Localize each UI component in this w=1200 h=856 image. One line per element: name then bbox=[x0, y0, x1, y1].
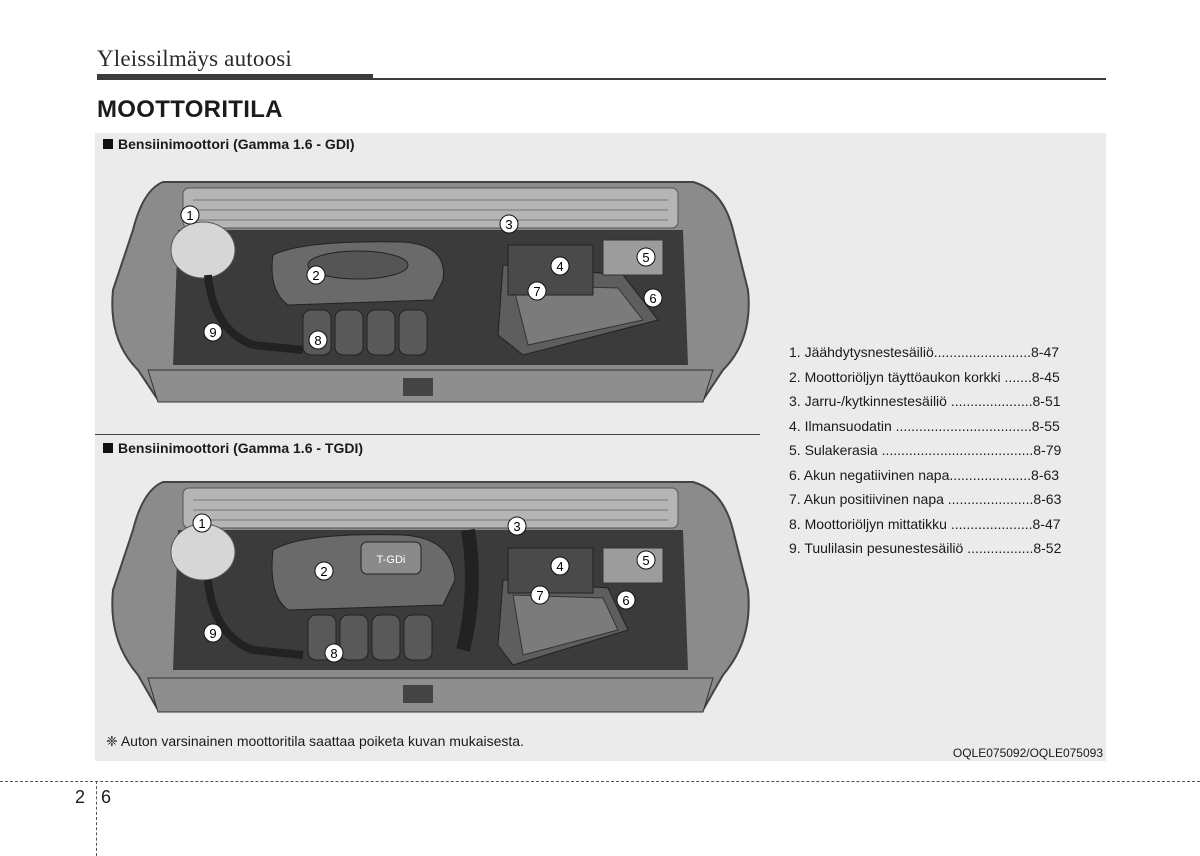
legend-item: 1. Jäähdytysnestesäiliö.........................8-47 bbox=[789, 344, 1060, 360]
callout-8: 8 bbox=[330, 646, 338, 661]
header-rule bbox=[372, 78, 1106, 80]
callout-4: 4 bbox=[556, 559, 564, 574]
callout-8: 8 bbox=[314, 333, 322, 348]
section-title: MOOTTORITILA bbox=[97, 96, 283, 123]
callout-9: 9 bbox=[209, 626, 217, 641]
component-legend bbox=[789, 340, 1093, 561]
legend-item: 4. Ilmansuodatin ...................................8-55 bbox=[789, 417, 1060, 434]
square-bullet-icon bbox=[103, 443, 113, 453]
section-divider bbox=[95, 434, 760, 435]
engine-label-tgdi: Bensiinimoottori (Gamma 1.6 - TGDI) bbox=[103, 440, 363, 456]
legend-item: 9. Tuulilasin pesunestesäiliö .................8-52 bbox=[789, 540, 1062, 556]
engine-badge: T-GDi bbox=[376, 554, 406, 566]
callout-3: 3 bbox=[513, 519, 521, 534]
legend-item: 6. Akun negatiivinen napa.....................8-63 bbox=[789, 466, 1060, 483]
page-chapter: 2 bbox=[75, 787, 86, 807]
callout-6: 6 bbox=[622, 593, 630, 608]
legend-item: 2. Moottoriöljyn täyttöaukon korkki .......8-45 bbox=[789, 368, 1060, 385]
callout-4: 4 bbox=[556, 259, 564, 274]
callout-9: 9 bbox=[209, 325, 217, 340]
square-bullet-icon bbox=[103, 139, 113, 149]
callout-1: 1 bbox=[186, 208, 194, 223]
callout-1: 1 bbox=[198, 516, 206, 531]
engine-label-gdi: Bensiinimoottori (Gamma 1.6 - GDI) bbox=[103, 136, 354, 152]
callout-6: 6 bbox=[649, 291, 657, 306]
legend-item: 8. Moottoriöljyn mittatikku .....................8-47 bbox=[789, 515, 1061, 532]
header-rule-accent bbox=[97, 74, 373, 80]
image-code: OQLE075092/OQLE075093 bbox=[952, 746, 1103, 760]
callout-5: 5 bbox=[642, 553, 650, 568]
legend-item: 3. Jarru-/kytkinnestesäiliö .....................8-51 bbox=[789, 393, 1061, 409]
callout-2: 2 bbox=[312, 268, 320, 283]
callout-2: 2 bbox=[320, 564, 328, 579]
page-number: 6 bbox=[101, 787, 112, 807]
footer-separator bbox=[96, 781, 97, 856]
page-header-title: Yleissilmäys autoosi bbox=[97, 46, 293, 71]
legend-item: 5. Sulakerasia .......................................8-79 bbox=[789, 442, 1062, 458]
engine-bay-illustration-tgdi bbox=[103, 470, 758, 725]
callout-7: 7 bbox=[533, 284, 541, 299]
footnote: ❈ Auton varsinainen moottoritila saattaa poiketa kuvan mukaisesta. bbox=[106, 733, 524, 749]
callout-5: 5 bbox=[642, 250, 650, 265]
callout-7: 7 bbox=[536, 588, 544, 603]
callout-3: 3 bbox=[505, 217, 513, 232]
engine-bay-illustration-gdi bbox=[103, 170, 758, 420]
legend-item: 7. Akun positiivinen napa ......................8-63 bbox=[789, 491, 1062, 507]
footer-rule bbox=[0, 781, 1200, 782]
